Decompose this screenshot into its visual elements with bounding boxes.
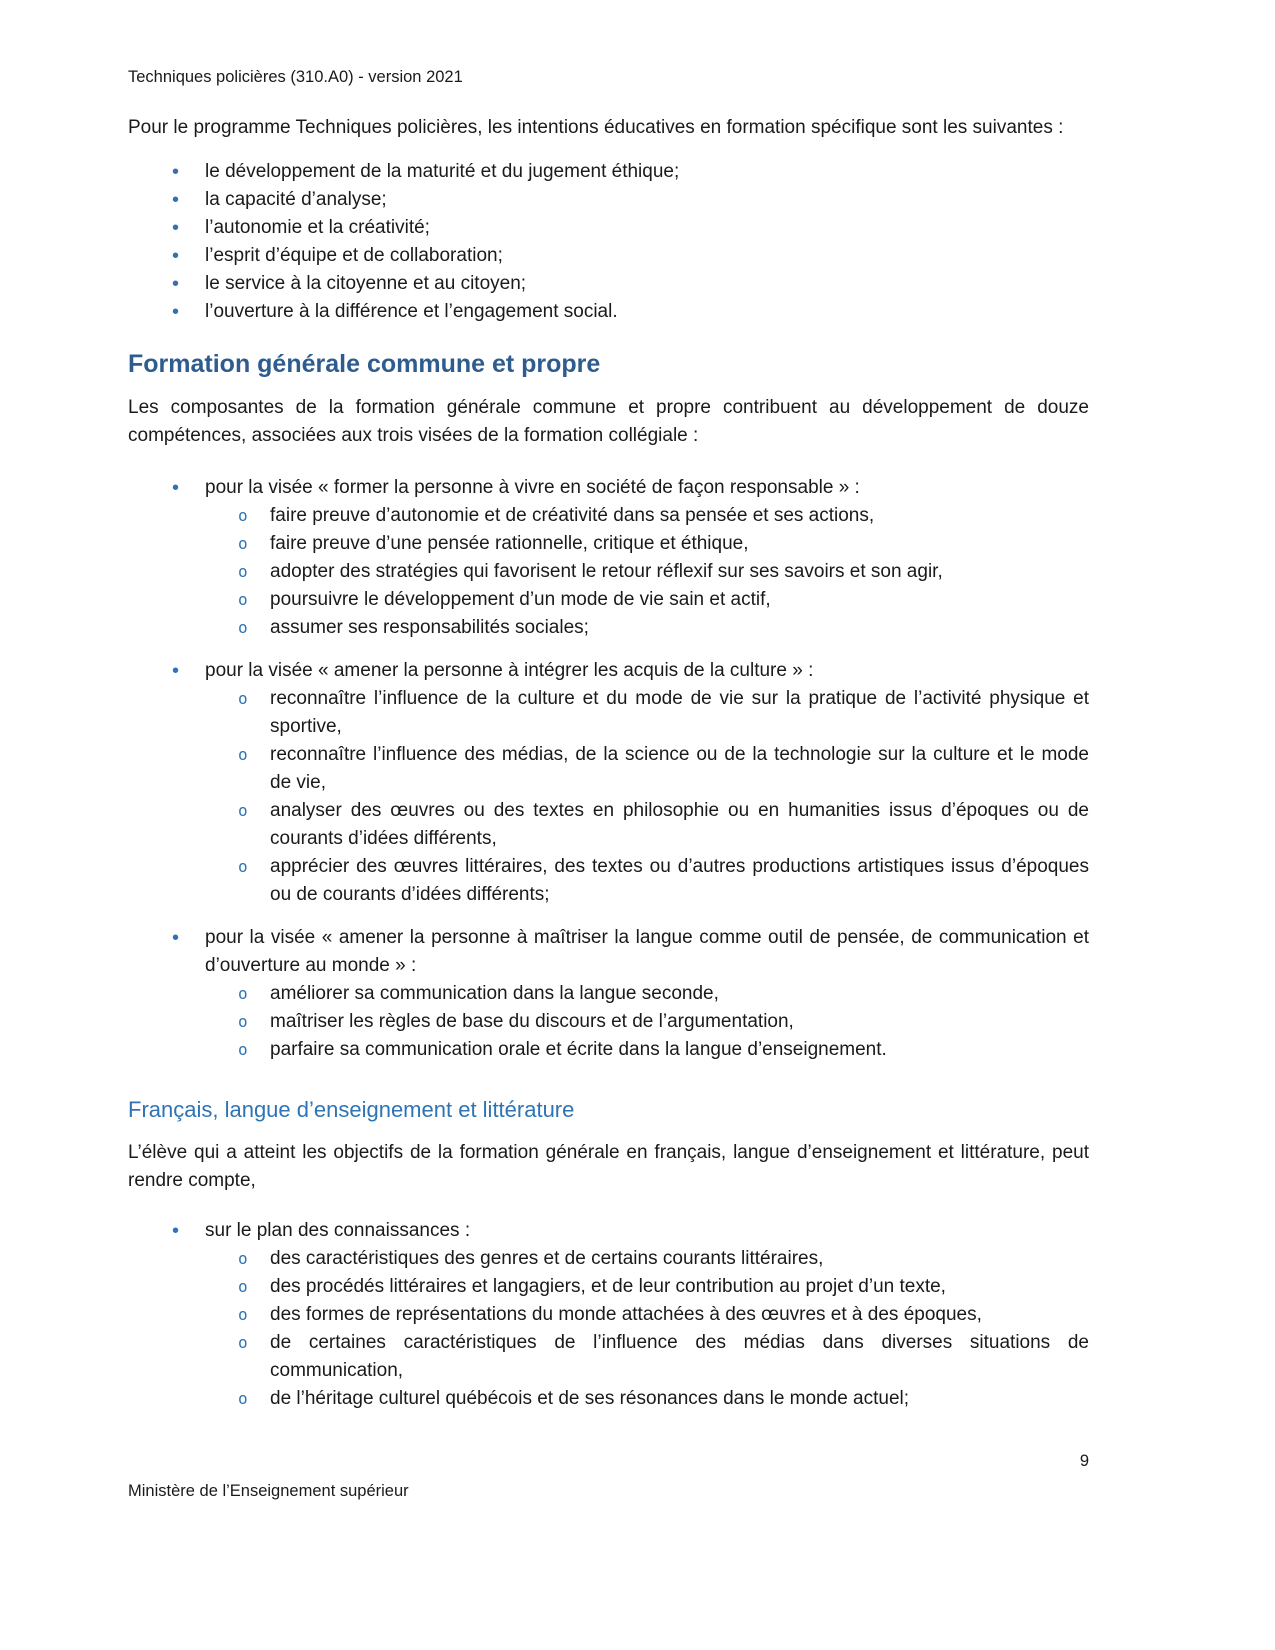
sub-list-item-text: faire preuve d’autonomie et de créativité dans sa pensée et ses actions, bbox=[270, 505, 875, 526]
circle-bullet-icon bbox=[238, 1036, 248, 1064]
subsection-paragraph: L’élève qui a atteint les objectifs de la formation générale en français, langue d’enseignement et littérature, peut rendre compte, bbox=[128, 1142, 1089, 1191]
sub-list-item-text: améliorer sa communication dans la langue seconde, bbox=[270, 983, 719, 1004]
subsection-heading: Français, langue d’enseignement et littérature bbox=[128, 1097, 575, 1122]
intro-bullet-list bbox=[128, 158, 1089, 326]
list-item bbox=[128, 270, 1089, 298]
sub-list-item bbox=[128, 586, 1089, 614]
bullet-icon bbox=[172, 214, 179, 243]
circle-bullet-icon bbox=[238, 1301, 248, 1329]
list-item-text: la capacité d’analyse; bbox=[205, 189, 387, 210]
bullet-icon bbox=[172, 270, 179, 299]
sub-list-item bbox=[128, 853, 1089, 909]
circle-bullet-icon bbox=[238, 1273, 248, 1301]
visees-list bbox=[128, 474, 1089, 1064]
sub-list-item bbox=[128, 1273, 1089, 1301]
list-item-text: l’ouverture à la différence et l’engagement social. bbox=[205, 301, 618, 322]
running-header: Techniques policières (310.A0) - version 2021 bbox=[128, 68, 463, 86]
sub-list-item bbox=[128, 741, 1089, 797]
visee-group bbox=[128, 657, 1089, 909]
bullet-icon bbox=[172, 158, 179, 187]
list-item-text: pour la visée « former la personne à vivre en société de façon responsable » : bbox=[205, 477, 860, 498]
sub-list-item-text: adopter des stratégies qui favorisent le retour réflexif sur ses savoirs et son agir, bbox=[270, 561, 943, 582]
list-item bbox=[128, 242, 1089, 270]
visee-group bbox=[128, 924, 1089, 1064]
bullet-icon bbox=[172, 924, 179, 953]
circle-bullet-icon bbox=[238, 685, 248, 713]
list-item bbox=[128, 298, 1089, 326]
sub-list-item-text: reconnaître l’influence de la culture et du mode de vie sur la pratique de l’activité physique et sportive, bbox=[270, 688, 1089, 737]
sub-list-item-text: de l’héritage culturel québécois et de ses résonances dans le monde actuel; bbox=[270, 1388, 910, 1409]
circle-bullet-icon bbox=[238, 1245, 248, 1273]
bullet-icon bbox=[172, 474, 179, 503]
circle-bullet-icon bbox=[238, 530, 248, 558]
sub-list-item bbox=[128, 980, 1089, 1008]
sub-list-item-text: des caractéristiques des genres et de certains courants littéraires, bbox=[270, 1248, 824, 1269]
list-item bbox=[128, 924, 1089, 980]
circle-bullet-icon bbox=[238, 980, 248, 1008]
bullet-icon bbox=[172, 657, 179, 686]
sub-list-item bbox=[128, 797, 1089, 853]
circle-bullet-icon bbox=[238, 586, 248, 614]
circle-bullet-icon bbox=[238, 1008, 248, 1036]
sub-list-item bbox=[128, 685, 1089, 741]
circle-bullet-icon bbox=[238, 853, 248, 881]
circle-bullet-icon bbox=[238, 1329, 248, 1357]
sub-list-item-text: analyser des œuvres ou des textes en philosophie ou en humanities issus d’époques ou de courants d’idées différents, bbox=[270, 800, 1089, 849]
list-item bbox=[128, 214, 1089, 242]
page-number: 9 bbox=[1079, 1452, 1089, 1470]
sub-list-item bbox=[128, 1245, 1089, 1273]
sub-list-item bbox=[128, 502, 1089, 530]
circle-bullet-icon bbox=[238, 614, 248, 642]
circle-bullet-icon bbox=[238, 741, 248, 769]
bullet-icon bbox=[172, 242, 179, 271]
list-item bbox=[128, 158, 1089, 186]
sub-list-item bbox=[128, 1008, 1089, 1036]
intro-paragraph: Pour le programme Techniques policières, les intentions éducatives en formation spécifique sont les suivantes : bbox=[128, 117, 1064, 138]
list-item bbox=[128, 1217, 1089, 1245]
sub-list-item bbox=[128, 1301, 1089, 1329]
section-heading: Formation générale commune et propre bbox=[128, 350, 601, 378]
sub-list-item-text: apprécier des œuvres littéraires, des textes ou d’autres productions artistiques issus d’époques ou de courants d’idées différents; bbox=[270, 856, 1089, 905]
sub-list-item-text: des formes de représentations du monde attachées à des œuvres et à des époques, bbox=[270, 1304, 982, 1325]
connaissances-group bbox=[128, 1217, 1089, 1413]
sub-list-item bbox=[128, 558, 1089, 586]
sub-list-item bbox=[128, 530, 1089, 558]
circle-bullet-icon bbox=[238, 1385, 248, 1413]
sub-list-item-text: reconnaître l’influence des médias, de la science ou de la technologie sur la culture et le mode de vie, bbox=[270, 744, 1089, 793]
sub-list-item bbox=[128, 1329, 1089, 1385]
list-item bbox=[128, 186, 1089, 214]
circle-bullet-icon bbox=[238, 502, 248, 530]
list-item-text: l’esprit d’équipe et de collaboration; bbox=[205, 245, 503, 266]
list-item bbox=[128, 657, 1089, 685]
sub-list-item-text: assumer ses responsabilités sociales; bbox=[270, 617, 589, 638]
sub-list-item bbox=[128, 1036, 1089, 1064]
sub-list-item-text: des procédés littéraires et langagiers, et de leur contribution au projet d’un texte, bbox=[270, 1276, 946, 1297]
sub-list-item-text: poursuivre le développement d’un mode de vie sain et actif, bbox=[270, 589, 771, 610]
sub-list-item bbox=[128, 1385, 1089, 1413]
list-item-text: pour la visée « amener la personne à maîtriser la langue comme outil de pensée, de communication et d’ouverture au monde » : bbox=[205, 927, 1089, 976]
list-item-text: l’autonomie et la créativité; bbox=[205, 217, 430, 238]
bullet-icon bbox=[172, 186, 179, 215]
circle-bullet-icon bbox=[238, 558, 248, 586]
list-item bbox=[128, 474, 1089, 502]
visee-group bbox=[128, 474, 1089, 642]
bullet-icon bbox=[172, 298, 179, 327]
sub-list-item-text: de certaines caractéristiques de l’influence des médias dans diverses situations de communication, bbox=[270, 1332, 1089, 1381]
list-item-text: pour la visée « amener la personne à intégrer les acquis de la culture » : bbox=[205, 660, 814, 681]
sub-list-item-text: maîtriser les règles de base du discours et de l’argumentation, bbox=[270, 1011, 794, 1032]
sub-list-item-text: parfaire sa communication orale et écrite dans la langue d’enseignement. bbox=[270, 1039, 887, 1060]
sub-list-item-text: faire preuve d’une pensée rationnelle, critique et éthique, bbox=[270, 533, 749, 554]
list-item-text: le développement de la maturité et du jugement éthique; bbox=[205, 161, 680, 182]
section-paragraph: Les composantes de la formation générale commune et propre contribuent au développement de douze compétences, associées aux trois visées de la formation collégiale : bbox=[128, 397, 1089, 446]
list-item-text: sur le plan des connaissances : bbox=[205, 1220, 471, 1241]
footer-text: Ministère de l’Enseignement supérieur bbox=[128, 1482, 409, 1500]
sub-list-item bbox=[128, 614, 1089, 642]
list-item-text: le service à la citoyenne et au citoyen; bbox=[205, 273, 527, 294]
circle-bullet-icon bbox=[238, 797, 248, 825]
bullet-icon bbox=[172, 1217, 179, 1246]
